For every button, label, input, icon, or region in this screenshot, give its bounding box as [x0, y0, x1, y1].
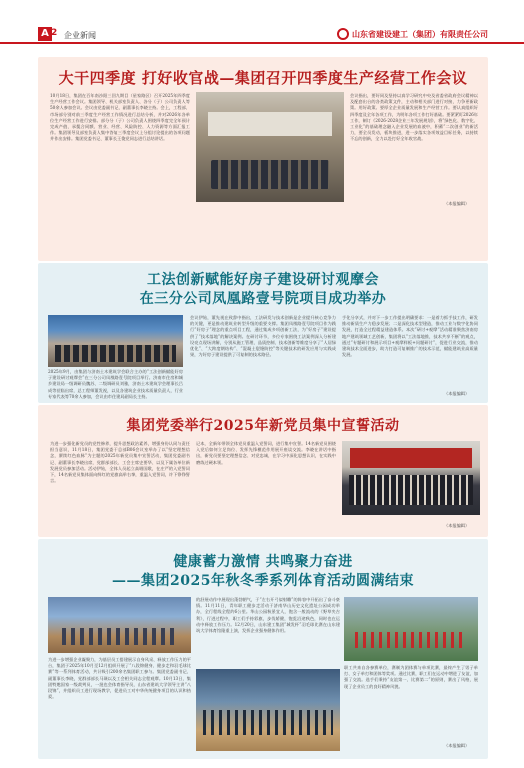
article-text-left: 为进一步增强企业凝聚力，为基层员工搭建展示自身风采、释放工作压力的平台，集团于2025年10月至12月组织开展了“八段锦健身、健步走和羽毛球比赛”等一系列体育活动，共计吸引200余名集团职工参与。集团党委副书记、副董事长李晓，党群部部长马瑛以及工会相关同志全程观摩。10月13日，集团特邀国家一级裁判员，一批也会体育指导员，山东省建筑大学领导主讲“八段锦”，并组织员工进行现场教学，促进员工对中华传统健身项目的认识和热爱。 [48, 657, 191, 700]
article-note: （本报编辑） [444, 523, 470, 528]
article-workshop [38, 263, 488, 403]
article-text-mid: 会议伊始，董先视在致辞中指出，工法研发与技术创新是企业提升核心竞争力的关键，更是推动建筑业转型升级的重要支撑。集团凤凰路壹号院项目作为践行“好房子”理念的重点项目工程，通过集成多项创新工法，为“好房子”建设提供了“技术落地”的解决案例。在研讨环节，多位专家围绕工法案例深入分析建设亮点现场讲解，分别从施工管理、品质控制、技术创新等维度分享了“人居绿优化”、“大跨度钢结构”、“混凝土裂缝防控”等关键技术的研发应用与实践成果，为好房子建设提供了可复制的技术路径。 [190, 315, 336, 358]
walk-photo [344, 597, 478, 661]
section-name: 企业新闻 [64, 31, 96, 40]
article-note: （本报编辑） [444, 743, 470, 748]
article-note: （本报编辑） [444, 201, 470, 206]
article-text-mid: 记本，全新年带领全体党员重温入党誓词，进行集中宣誓。14名新党员围绕入党后如何立足岗位、发挥先锋模范作用展开座谈交流。李晓在讲话中指出，新党员要坚定理想信念、对党忠诚，在学习中深化思想认识，在实践中磨练过硬本领。 [196, 441, 336, 465]
page-number: 2 [51, 28, 58, 38]
group-photo [342, 441, 480, 515]
article-text-left: 为进一步强化新党员的党性修养，提升思想政治素养，增强身份认同与责任担当意识，11月18日，集团党委于总部B06会议室举办了以“坚定理想信念，赓续红色血脉”为主题的2025年新党员集中宣誓活动，集团党委副书记、副董事长李晓出席，党群部部长、工会主席史要华、以及下属各单位新发展党员参加活动。活动伊始，全体人员起立高唱国歌，在庄严的入党誓词下，14名新党员集体面向鲜红的党旗高举右拳，重温入党誓词，许下铮铮誓言。 [50, 441, 190, 484]
badminton-photo [196, 669, 340, 751]
article-title[interactable]: 集团党委举行2025年新党员集中宣誓活动 [126, 418, 400, 434]
article-text-right: 职工共来自各参赛单位，赛制为团体赛与单项比赛，最终产生了男子单打、女子单打和团体等奖项。通过比赛，职工们在运动中增进了友谊，加强了交流。选手们秉持“友谊第一、比赛第二”的原则，赛出了风格，展现了企业员工的良好精神风貌。 [344, 665, 478, 689]
article-text-right: 会议指出，要好同及坚持以真学习研究中央及省委省政府会议精神以及配套出台的各类政策文件，主动和相关部门进行对接，力争更新政策。用好政策。要厚全企业质量发展和生产经营工作。要认真组织好四季度及全年各项工作，为明年各项工作打好基础。要紧紧盯2026年工作，制订《2026-2028企业三年发展规划》，将“绿色化、数字化、工业化”的基础理念融入企业发展的血液中，积蓄“二次创业”的新活力，要全员发动，板块推进，进一步落实各项效益目标任务，以持续不忘的创新，全力以赴打好全年收官战。 [350, 93, 478, 142]
article-title[interactable]: 大干四季度 打好收官战—集团召开四季度生产经营工作会议 [58, 69, 468, 87]
workshop-photo [48, 315, 183, 367]
exercise-photo [48, 597, 191, 653]
page-header [0, 0, 524, 44]
masthead [337, 28, 488, 40]
article-sports [38, 539, 488, 759]
article-meeting [38, 57, 488, 261]
company-logo-icon [337, 28, 349, 40]
article-title-line2[interactable]: ——集团2025年秋冬季系列体育活动圆满结束 [112, 573, 414, 589]
article-text-mid: 的舒展动作中展现出蓬勃朝气，于“左右开弓似射雕”的阵容中开拓出了奋斗豪情。11月11日，青年职工健步走活动于济南华山历史文化遗址公园成功举办，全行程线全程约6公里。华山公园秋景宜人，饱含一般流动的《野草夹吉利》，行进过程中，职工们手持彩旗，步伐矫健，饱览沿途秋色，同时也在运动中释放工作压力。12月20日，山东建工集团“城发杯”羽毛球比赛在山东建筑大学体育馆隆重上演，发挥企业强身健体作用。 [196, 597, 340, 634]
meeting-photo [196, 92, 344, 202]
page-badge: A [38, 27, 52, 41]
article-note: （本报编辑） [444, 391, 470, 396]
masthead-text: 山东省建设建工（集团）有限责任公司 [352, 29, 488, 39]
article-title-line1[interactable]: 健康蓄力激情 共鸣聚力奋进 [173, 554, 353, 570]
article-oath [38, 405, 488, 537]
article-title-line1[interactable]: 工法创新赋能好房子建设研讨观摩会 [147, 272, 379, 288]
article-caption: 2025年9月，由集团与济南土木建筑学会联合主办的“工法创新赋能好房子建设研讨观摩会”在三分公司凤凰路壹号院项目举行。济南市住房和城乡建设局一级调研员魏苏、二级调研员刘雅，济南土木建筑学会理事长吕成等莅临出席，总工程师董发视，以及各建筑企业技术质量负责人，行业专家代表等70余人参加，会议由市住建局副局长主持。 [48, 369, 183, 399]
article-text-left: 10月18日，集团在百年南沙阳三回九期目（星家路区）召开2025年四季度生产经营工作会议。集团领导、机关部室负责人、各分（子）公司负责人等50余人参加会议。会议由党委副书记、副董事长李晓主持。会上，工程部、市场部分别对前三季度生产经营工作情况进行总结分析，并对2026年各单位生产经营工作进行安排。部分分（子）公司负责人围绕四季度完全年预计完成产值、承揽合同额、营业、经营、风险防控、人力资源等方面汇报工作。集团领导及部室负责人集中答复三季度会议上分组讨论提出的各项问题并作出安排。集团党委书记、董事长王俊党同志进行总结讲话。 [50, 93, 190, 142]
article-text-right: 手化分享式，并对下一步工作提出明确要求：一是着力抓手技工作，研发推动新质生产力稳步发展；二是深化技术型建造，推动工业与数字化协同发展，打造全过程精益建造体系。本次“研讨+观摩”活动精准聚焦济南房地产建筑领域工艺创新，集团将以“工法落地推，技术共享不断”的观点，通过“专题研讨和展示项目+观摩样板+问题研讨”，促进行业交流，推动建筑技术全面进步，助力打造可复制推广的技术示范，赋能建筑业高质量发展。 [342, 315, 478, 358]
article-title-line2[interactable]: 在三分公司凤凰路壹号院项目成功举办 [139, 291, 387, 307]
